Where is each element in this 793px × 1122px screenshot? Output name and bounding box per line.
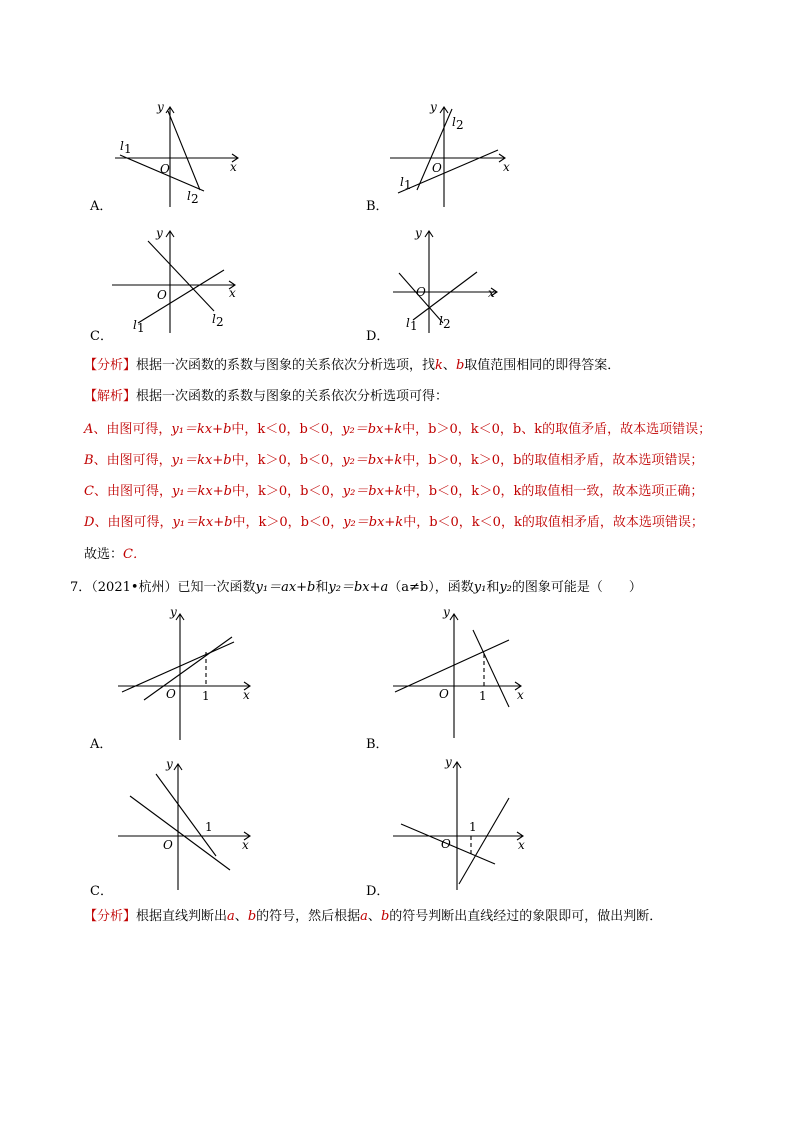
q6-option-b: B． [366,199,389,214]
origin-label: O [432,161,442,175]
l1-label: l [400,175,404,189]
q7-graph-b [385,602,535,742]
q7-option-d: D． [366,884,390,899]
q6-graph-c [100,225,250,340]
l2-label: l [439,314,443,328]
q6-solution-heading: 【解析】根据一次函数的系数与图象的关系依次分析选项可得： [84,389,449,404]
q7-analysis: 【分析】根据直线判断出a、b的符号，然后根据a、b的符号判断出直线经过的象限即可，做出判断． [84,909,663,924]
x-label: x [517,688,524,702]
tick-one: 1 [202,689,210,703]
line-1 [395,640,509,692]
y-label: y [445,755,452,769]
origin-label: O [416,285,426,299]
q6-answer: 故选：C． [84,547,146,562]
q7-graph-d [385,752,535,892]
l1-sub: 1 [410,319,418,333]
x-label: x [242,838,249,852]
q6-solution-line-b: B、由图可得，y₁＝kx+b中，k＞0，b＜0，y₂＝bx+k中，b＞0，k＞0，b的取值相矛盾，故本选项错误； [84,453,704,468]
origin-label: O [439,687,449,701]
l2-sub: 2 [443,317,451,331]
l1-label: l [120,139,124,153]
x-label: x [503,160,510,174]
y-label: y [415,226,422,240]
line-2 [459,798,509,884]
tick-one: 1 [469,820,477,834]
origin-label: O [160,162,170,176]
x-label: x [488,286,495,300]
q6-graph-a [100,95,250,215]
l1-label: l [133,318,137,332]
l1-sub: 1 [404,178,412,192]
x-label: x [230,160,237,174]
tick-one: 1 [479,689,487,703]
q6-solution-line-d: D、由图可得，y₁＝kx+b中，k＞0，b＜0，y₂＝bx+k中，b＜0，k＜0，k的取值相矛盾，故本选项错误； [84,515,704,530]
q7-option-b: B． [366,737,389,752]
l1-sub: 1 [124,142,132,156]
x-label: x [518,838,525,852]
l2-label: l [212,312,216,326]
origin-label: O [157,288,167,302]
line-1 [122,642,234,692]
q6-option-a: A． [90,199,113,214]
q6-option-c: C． [90,329,113,344]
analysis-tag: 【分析】 [84,358,137,373]
q7-graph-c [110,752,260,892]
q6-analysis: 【分析】根据一次函数的系数与图象的关系依次分析选项，找k、b取值范围相同的即得答案． [84,358,621,373]
l2-label: l [452,115,456,129]
y-label: y [157,100,164,114]
q6-solution-line-c: C、由图可得，y₁＝kx+b中，k＞0，b＜0，y₂＝bx+k中，b＜0，k＞0，k的取值相一致，故本选项正确； [84,484,704,499]
q7-option-a: A． [90,737,113,752]
line-2 [144,637,232,700]
l2-sub: 2 [216,315,224,329]
origin-label: O [166,687,176,701]
x-label: x [229,286,236,300]
l1-label: l [406,316,410,330]
l1-sub: 1 [137,321,145,335]
l2-sub: 2 [456,118,464,132]
y-label: y [170,605,177,619]
answer-value: C． [123,547,146,562]
q6-graph-d [385,225,535,340]
q6-solution-line-a: A、由图可得，y₁＝kx+b中，k＜0，b＜0，y₂＝bx+k中，b＞0，k＜0，b、k的取值矛盾，故本选项错误； [84,422,712,437]
x-label: x [243,688,250,702]
analysis-tag: 【分析】 [84,909,137,924]
origin-label: O [163,838,173,852]
q7-option-c: C． [90,884,113,899]
q6-graph-b [380,95,530,215]
y-label: y [166,757,173,771]
q7-stem: 7．（2021•杭州）已知一次函数y₁＝ax+b和y₂＝bx+a（a≠b），函数y₁和y₂的图象可能是（ ） [70,580,642,595]
q7-graph-a [110,602,270,742]
tick-one: 1 [205,820,213,834]
l2-label: l [187,189,191,203]
y-label: y [156,226,163,240]
solution-tag: 【解析】 [84,389,137,404]
line-l1 [398,150,498,193]
l2-sub: 2 [191,192,199,206]
y-label: y [443,605,450,619]
origin-label: O [441,837,451,851]
q6-option-d: D． [366,329,390,344]
y-label: y [430,100,437,114]
